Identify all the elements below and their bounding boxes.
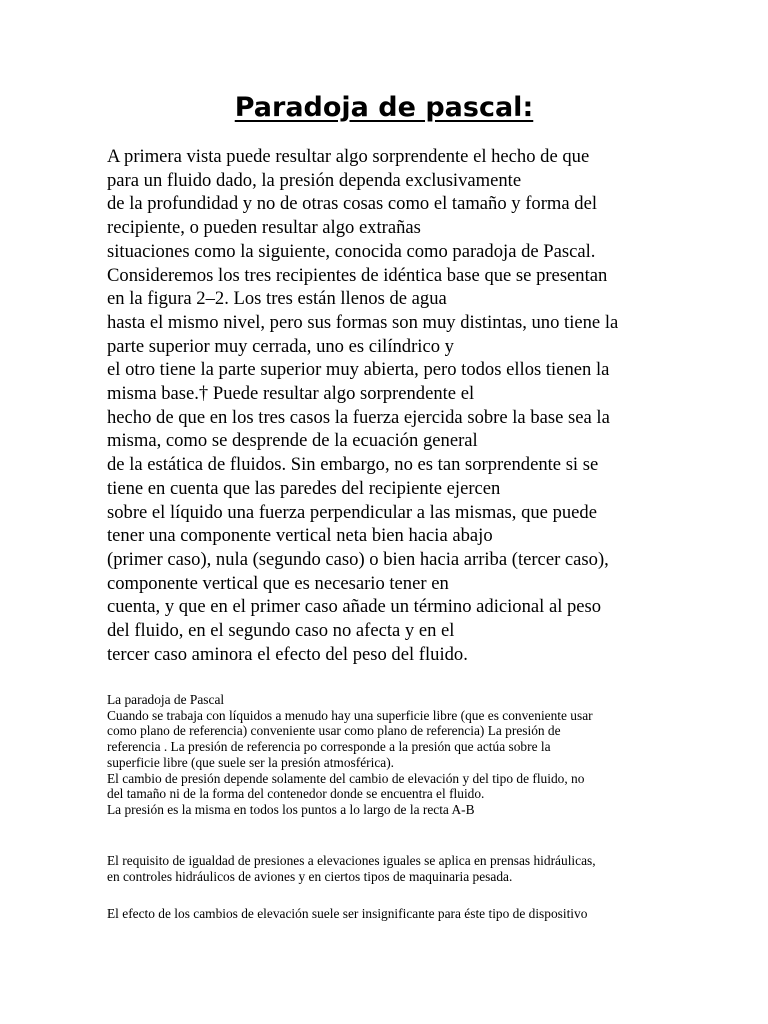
text-line: hecho de que en los tres casos la fuerza ejercida sobre la base sea la	[107, 406, 610, 428]
notes-elevation-effect	[107, 906, 687, 922]
note-line: La presión es la misma en todos los puntos a lo largo de la recta A-B	[107, 801, 475, 817]
text-line: de la estática de fluidos. Sin embargo, no es tan sorprendente si se	[107, 454, 599, 476]
text-line: misma, como se desprende de la ecuación general	[107, 430, 478, 452]
text-line: parte superior muy cerrada, uno es cilíndrico y	[107, 335, 454, 357]
note-line: en controles hidráulicos de aviones y en ciertos tipos de maquinaria pesada.	[107, 868, 513, 884]
note-line: del tamaño ni de la forma del contenedor donde se encuentra el fluido.	[107, 786, 485, 802]
text-line: tercer caso aminora el efecto del peso del fluido.	[107, 643, 468, 665]
text-line: del fluido, en el segundo caso no afecta y en el	[107, 620, 455, 642]
text-line: el otro tiene la parte superior muy abierta, pero todos ellos tienen la	[107, 359, 610, 381]
text-line: tiene en cuenta que las paredes del recipiente ejercen	[107, 477, 501, 499]
notes-pascal-paradox	[107, 692, 687, 818]
note-line: como plano de referencia) conveniente usar como plano de referencia) La presión de	[107, 723, 561, 739]
main-paragraph	[107, 145, 687, 666]
text-line: (primer caso), nula (segundo caso) o bien hacia arriba (tercer caso),	[107, 548, 609, 570]
text-line: hasta el mismo nivel, pero sus formas son muy distintas, uno tiene la	[107, 311, 619, 333]
text-line: componente vertical que es necesario tener en	[107, 572, 449, 594]
note-line: referencia . La presión de referencia po corresponde a la presión que actúa sobre la	[107, 739, 551, 755]
text-line: recipiente, o pueden resultar algo extrañas	[107, 217, 421, 239]
text-line: misma base.† Puede resultar algo sorprendente el	[107, 383, 475, 405]
note-line: Cuando se trabaja con líquidos a menudo hay una superficie libre (que es conveniente usar	[107, 707, 593, 723]
text-line: para un fluido dado, la presión dependa exclusivamente	[107, 169, 522, 191]
text-line: A primera vista puede resultar algo sorprendente el hecho de que	[107, 146, 590, 167]
note-line: El requisito de igualdad de presiones a elevaciones iguales se aplica en prensas hidráulicas,	[107, 853, 596, 868]
document-title: Paradoja de pascal:	[234, 92, 534, 123]
note-line: El cambio de presión depende solamente del cambio de elevación y del tipo de fluido, no	[107, 770, 585, 786]
notes-applications	[107, 853, 687, 884]
note-line: superficie libre (que suele ser la presión atmosférica).	[107, 754, 395, 770]
text-line: situaciones como la siguiente, conocida como paradoja de Pascal.	[107, 240, 596, 262]
text-line: sobre el líquido una fuerza perpendicular a las mismas, que puede	[107, 501, 597, 523]
text-line: tener una componente vertical neta bien hacia abajo	[107, 525, 493, 547]
note-heading: La paradoja de Pascal	[107, 692, 225, 707]
text-line: en la figura 2–2. Los tres están llenos de agua	[107, 288, 447, 310]
text-line: Consideremos los tres recipientes de idéntica base que se presentan	[107, 264, 608, 286]
text-line: de la profundidad y no de otras cosas como el tamaño y forma del	[107, 193, 598, 215]
text-line: cuenta, y que en el primer caso añade un término adicional al peso	[107, 596, 602, 618]
note-line: El efecto de los cambios de elevación suele ser insignificante para éste tipo de dispositivo	[107, 906, 588, 921]
